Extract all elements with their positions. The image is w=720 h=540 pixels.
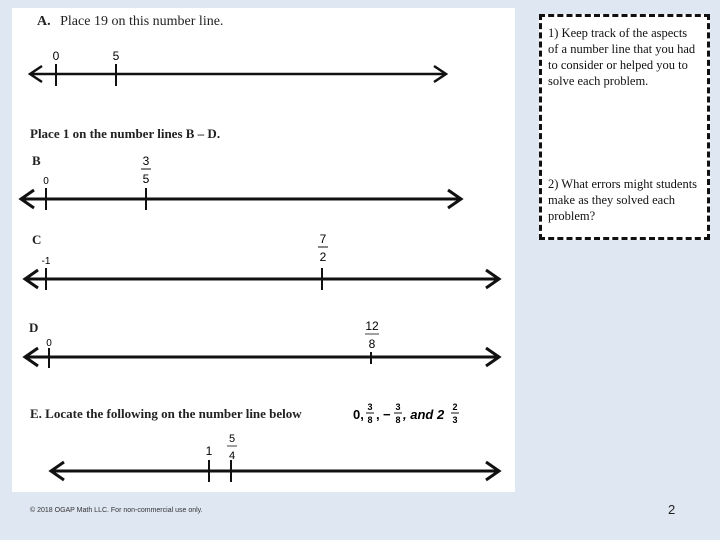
label-d-0: 0 — [46, 338, 52, 349]
value-e-1-sep: , — [376, 407, 380, 422]
label-d-denominator: 8 — [368, 337, 376, 351]
value-e-0: 0, — [353, 407, 364, 422]
worksheet-image — [12, 8, 515, 492]
note-question-2: 2) What errors might students make as they solved each problem? — [548, 177, 698, 223]
label-c-denominator: 2 — [319, 250, 327, 264]
label-e-numerator: 5 — [228, 433, 236, 445]
problem-a-text: Place 19 on this number line. — [60, 14, 224, 29]
problem-a-prefix: A. — [37, 14, 51, 29]
label-d-numerator: 12 — [365, 319, 379, 333]
label-a-0: 0 — [52, 49, 60, 63]
value-e-2-sign: − — [383, 407, 391, 422]
problem-d-letter: D — [29, 320, 39, 335]
reflection-notes-box — [539, 14, 710, 240]
label-b-numerator: 3 — [142, 154, 150, 168]
problem-e-values — [353, 402, 459, 425]
note-question-1: 1) Keep track of the aspects of a number line that you had to consider or helped you to solve each problem. — [548, 26, 696, 88]
problem-e-heading: E. Locate the following on the number line below — [30, 406, 302, 421]
value-e-1-numerator: 3 — [367, 402, 373, 412]
problem-c-letter: C — [32, 232, 42, 247]
number-line-e — [51, 433, 499, 482]
label-e-1: 1 — [205, 444, 213, 458]
label-b-0: 0 — [43, 176, 49, 187]
value-e-3-numerator: 2 — [452, 402, 458, 412]
value-e-2-sep: , and 2 — [403, 407, 445, 422]
number-lines-drawing — [12, 8, 515, 492]
label-c-numerator: 7 — [319, 232, 327, 246]
label-a-5: 5 — [112, 49, 120, 63]
copyright-footer: © 2018 OGAP Math LLC. For non-commercial use only. — [30, 507, 203, 514]
number-line-d — [25, 319, 499, 368]
value-e-3-denominator: 3 — [452, 415, 458, 425]
slide-number: 2 — [668, 502, 676, 517]
label-b-denominator: 5 — [142, 172, 150, 186]
number-line-b — [21, 154, 461, 210]
instruction-b-d: Place 1 on the number lines B – D. — [30, 126, 221, 141]
label-e-denominator: 4 — [228, 450, 236, 462]
label-c-neg1: -1 — [41, 256, 51, 267]
value-e-1-denominator: 8 — [367, 415, 373, 425]
value-e-2-numerator: 3 — [395, 402, 401, 412]
number-line-a — [30, 49, 446, 86]
value-e-2-denominator: 8 — [395, 415, 401, 425]
number-line-c — [25, 232, 499, 290]
problem-b-letter: B — [32, 153, 41, 168]
